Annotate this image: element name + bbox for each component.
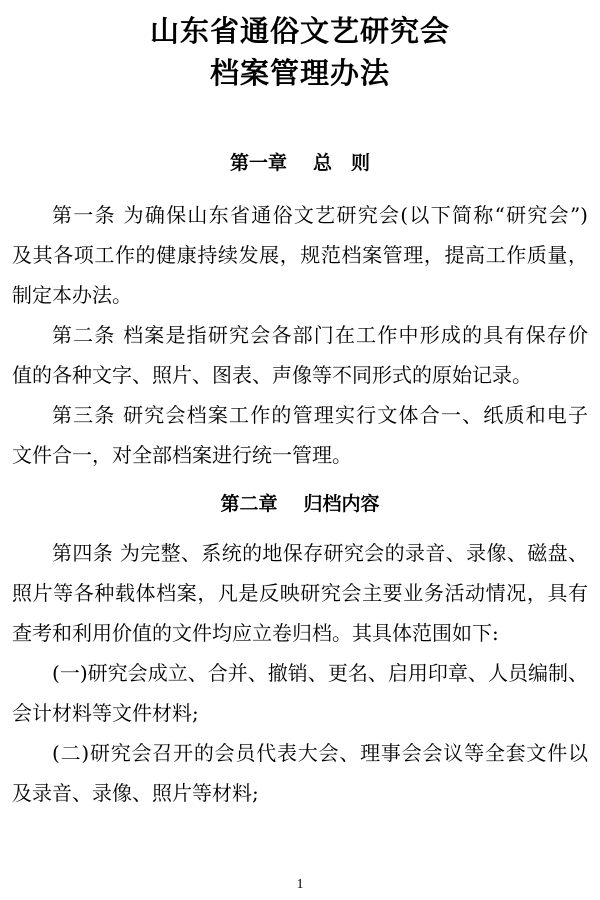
article-1-line: 制定本办法。	[12, 283, 132, 307]
page-number: 1	[296, 877, 304, 892]
chapter-name: 总 则	[313, 152, 371, 174]
article-4-line: 第四条 为完整、系统的地保存研究会的录音、录像、磁盘、	[52, 541, 588, 565]
list-item-line: 会计材料等文件材料;	[12, 701, 199, 725]
chapter-number: 第二章	[220, 493, 278, 515]
document-subtitle: 档案管理办法	[209, 56, 390, 90]
list-item-line: (二)研究会召开的会员代表大会、理事会会议等全套文件以	[52, 741, 588, 765]
article-2-line: 值的各种文字、照片、图表、声像等不同形式的原始记录。	[12, 363, 532, 387]
chapter-number: 第一章	[229, 152, 287, 174]
chapter-heading	[0, 490, 600, 518]
article-1-line: 第一条 为确保山东省通俗文艺研究会(以下简称“研究会”)	[52, 203, 588, 227]
list-item-line: (一)研究会成立、合并、撤销、更名、启用印章、人员编制、	[52, 661, 588, 685]
article-3-line: 文件合一，对全部档案进行统一管理。	[12, 443, 352, 467]
article-1-line: 及其各项工作的健康持续发展，规范档案管理，提高工作质量，	[12, 243, 588, 267]
article-2-line: 第二条 档案是指研究会各部门在工作中形成的具有保存价	[52, 323, 588, 347]
list-item-line: 及录音、录像、照片等材料;	[12, 781, 259, 805]
chapter-name: 归档内容	[303, 493, 380, 515]
document-title: 山东省通俗文艺研究会	[149, 14, 450, 48]
article-3-line: 第三条 研究会档案工作的管理实行文体合一、纸质和电子	[52, 403, 588, 427]
article-4-line: 照片等各种载体档案，凡是反映研究会主要业务活动情况，具有	[12, 581, 588, 605]
article-4-line: 查考和利用价值的文件均应立卷归档。其具体范围如下:	[12, 621, 499, 645]
chapter-heading	[0, 149, 600, 177]
